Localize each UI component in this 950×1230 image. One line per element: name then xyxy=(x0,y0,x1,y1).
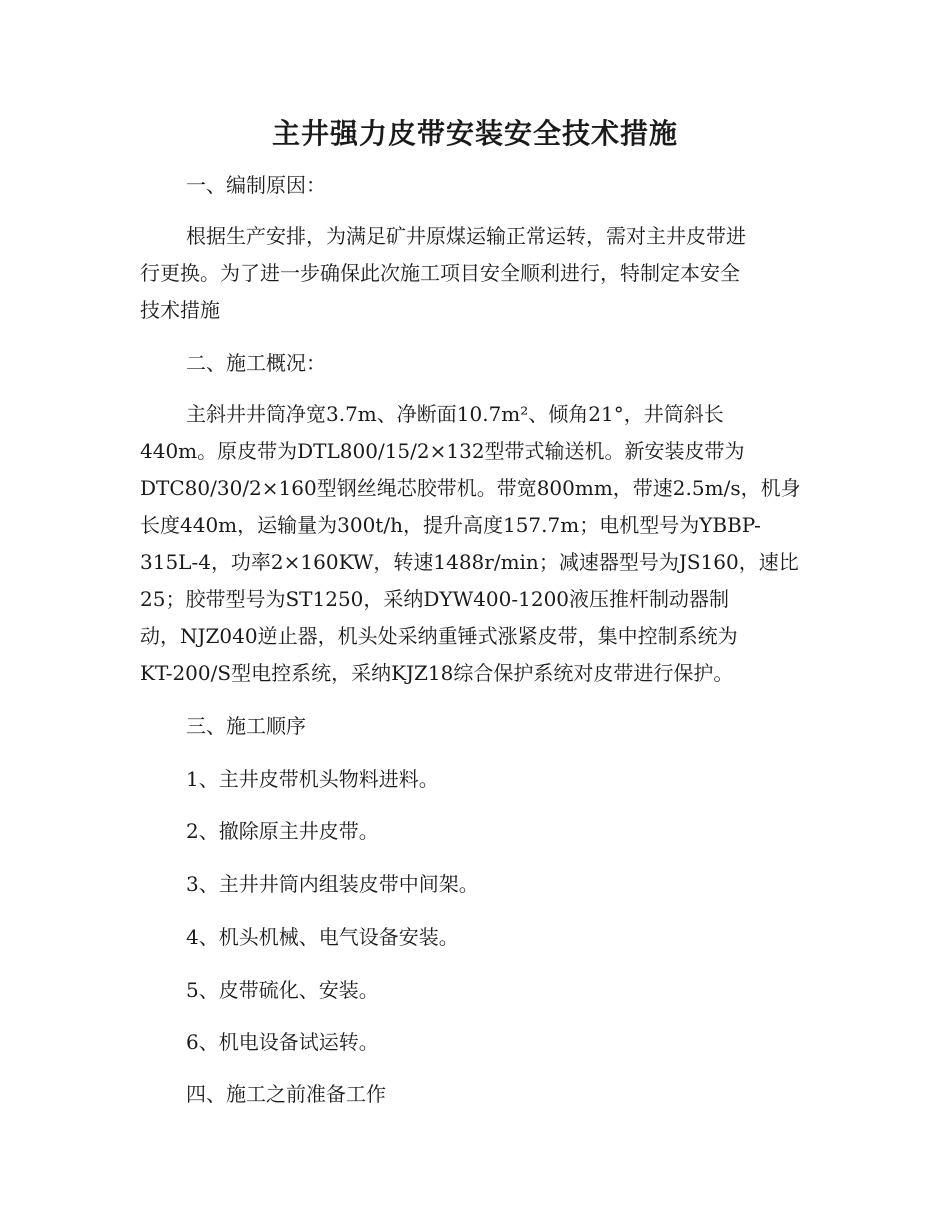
paragraph-line: 25；胶带型号为ST1250，采纳DYW400-1200液压推杆制动器制 xyxy=(140,587,730,611)
list-item: 4、机头机械、电气设备安装。 xyxy=(186,925,459,949)
section-heading-2: 二、施工概况： xyxy=(186,351,326,375)
paragraph-line: 长度440m，运输量为300t/h，提升高度157.7m；电机型号为YBBP- xyxy=(140,513,761,537)
list-item: 2、撤除原主井皮带。 xyxy=(186,819,379,843)
paragraph-line: 技术措施 xyxy=(140,298,220,322)
paragraph-line: 动，NJZ040逆止器，机头处采纳重锤式涨紧皮带，集中控制系统为 xyxy=(140,624,738,648)
paragraph-line: 根据生产安排，为满足矿井原煤运输正常运转，需对主井皮带进 xyxy=(186,224,746,248)
section-1-paragraph xyxy=(140,218,810,329)
paragraph-line: 行更换。为了进一步确保此次施工项目安全顺利进行，特制定本安全 xyxy=(140,261,740,285)
paragraph-line: DTC80/30/2×160型钢丝绳芯胶带机。带宽800mm，带速2.5m/s，机身 xyxy=(140,476,801,500)
paragraph-line: 315L-4，功率2×160KW，转速1488r/min；减速器型号为JS160，速比 xyxy=(140,550,799,574)
list-item: 3、主井井筒内组装皮带中间架。 xyxy=(186,872,479,896)
section-2-paragraph xyxy=(140,396,810,692)
list-item: 1、主井皮带机头物料进料。 xyxy=(186,767,439,791)
document-title: 主井强力皮带安装安全技术措施 xyxy=(271,117,678,150)
section-heading-3: 三、施工顺序 xyxy=(186,714,306,738)
list-item: 5、皮带硫化、安装。 xyxy=(186,978,379,1002)
paragraph-line: 440m。原皮带为DTL800/15/2×132型带式输送机。新安装皮带为 xyxy=(140,439,745,463)
section-heading-4: 四、施工之前准备工作 xyxy=(186,1082,386,1106)
list-item: 6、机电设备试运转。 xyxy=(186,1030,379,1054)
paragraph-line: 主斜井井筒净宽3.7m、净断面10.7m²、倾角21°，井筒斜长 xyxy=(186,402,724,426)
section-heading-1: 一、编制原因： xyxy=(186,173,326,197)
paragraph-line: KT-200/S型电控系统，采纳KJZ18综合保护系统对皮带进行保护。 xyxy=(140,661,734,685)
